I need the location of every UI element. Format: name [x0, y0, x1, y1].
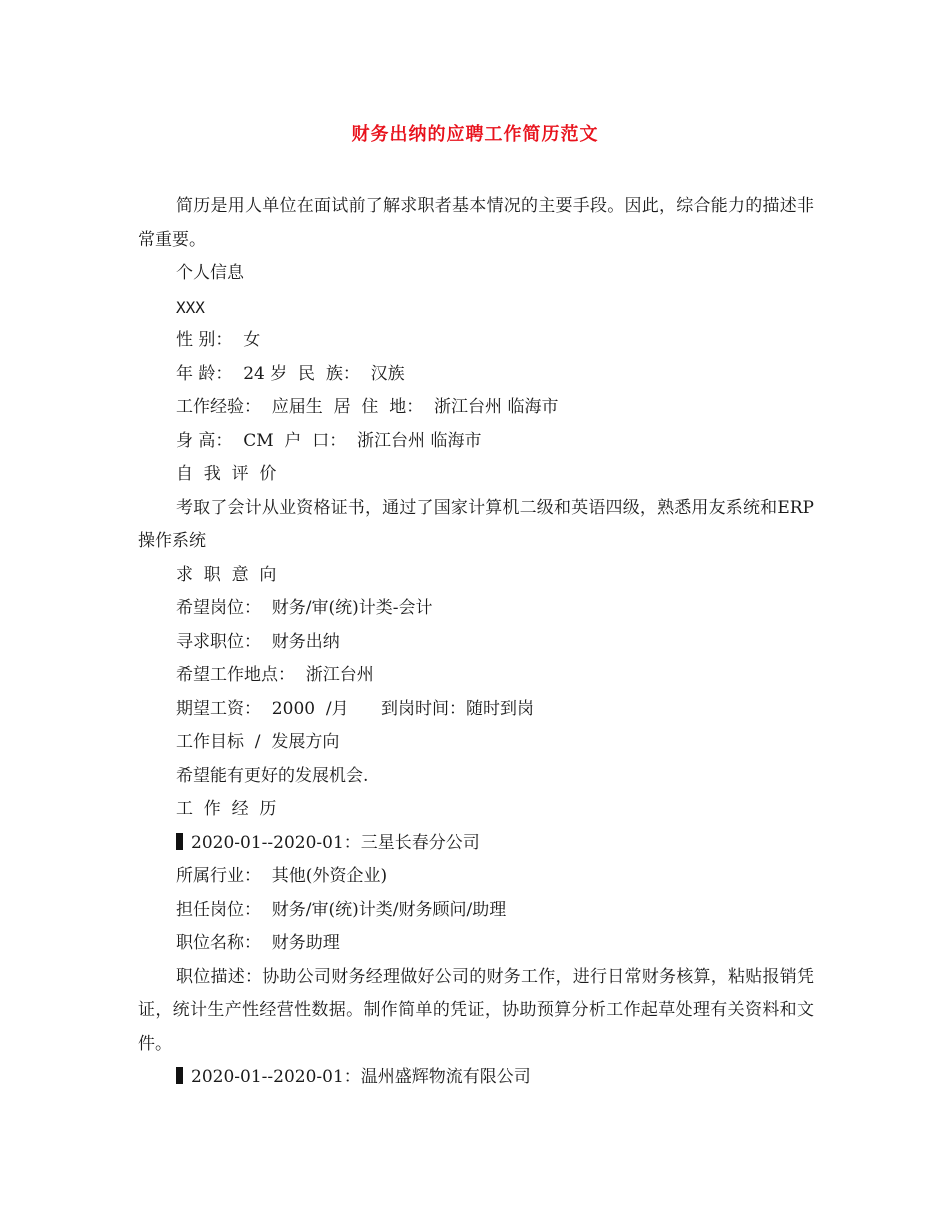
job2-period-text: 2020-01--2020-01：温州盛辉物流有限公司 [191, 1067, 531, 1087]
document-title: 财务出纳的应聘工作简历范文 [351, 124, 599, 145]
goal-heading: 工作目标 / 发展方向 [176, 732, 340, 752]
name-line: XXX [176, 297, 205, 317]
work-exp-heading: 工 作 经 历 [176, 799, 277, 819]
desired-location-line: 希望工作地点： 浙江台州 [176, 665, 374, 685]
job1-desc-paragraph: 职位描述：协助公司财务经理做好公司的财务工作，进行日常财务核算，粘贴报销凭证，统计生产性经营性数据。制作简单的凭证，协助预算分析工作起草处理有关资料和文件。 [138, 966, 814, 1054]
bullet-block-icon [176, 833, 183, 850]
job1-period-line [138, 827, 814, 861]
goal-line: 希望能有更好的发展机会. [176, 765, 369, 786]
height-hukou-line: 身 高： CM 户 口： 浙江台州 临海市 [176, 430, 482, 451]
desired-position-line: 希望岗位： 财务/审(统)计类-会计 [176, 598, 433, 618]
job1-period-text: 2020-01--2020-01：三星长春分公司 [191, 832, 480, 853]
bullet-block-icon [176, 1067, 183, 1084]
intent-heading: 求 职 意 向 [176, 564, 277, 585]
job1-post-line: 担任岗位： 财务/审(统)计类/财务顾问/助理 [176, 899, 507, 920]
self-eval-heading: 自 我 评 价 [176, 464, 277, 484]
document-body [138, 190, 814, 1095]
intro-paragraph: 简历是用人单位在面试前了解求职者基本情况的主要手段。因此，综合能力的描述非常重要。 [138, 196, 814, 250]
age-ethnicity-line: 年 龄： 24 岁 民 族： 汉族 [176, 363, 405, 384]
self-eval-paragraph: 考取了会计从业资格证书，通过了国家计算机二级和英语四级，熟悉用友系统和ERP操作系统 [138, 497, 814, 551]
job2-period-line [138, 1061, 814, 1095]
job1-industry-line: 所属行业： 其他(外资企业) [176, 866, 388, 886]
sought-position-line: 寻求职位： 财务出纳 [176, 631, 340, 652]
salary-line: 期望工资： 2000 /月 到岗时间：随时到岗 [176, 698, 535, 719]
gender-line: 性 别： 女 [176, 330, 261, 350]
experience-residence-line: 工作经验： 应届生 居 住 地： 浙江台州 临海市 [176, 397, 559, 417]
job1-title-line: 职位名称： 财务助理 [176, 933, 340, 953]
personal-info-heading: 个人信息 [176, 263, 244, 283]
